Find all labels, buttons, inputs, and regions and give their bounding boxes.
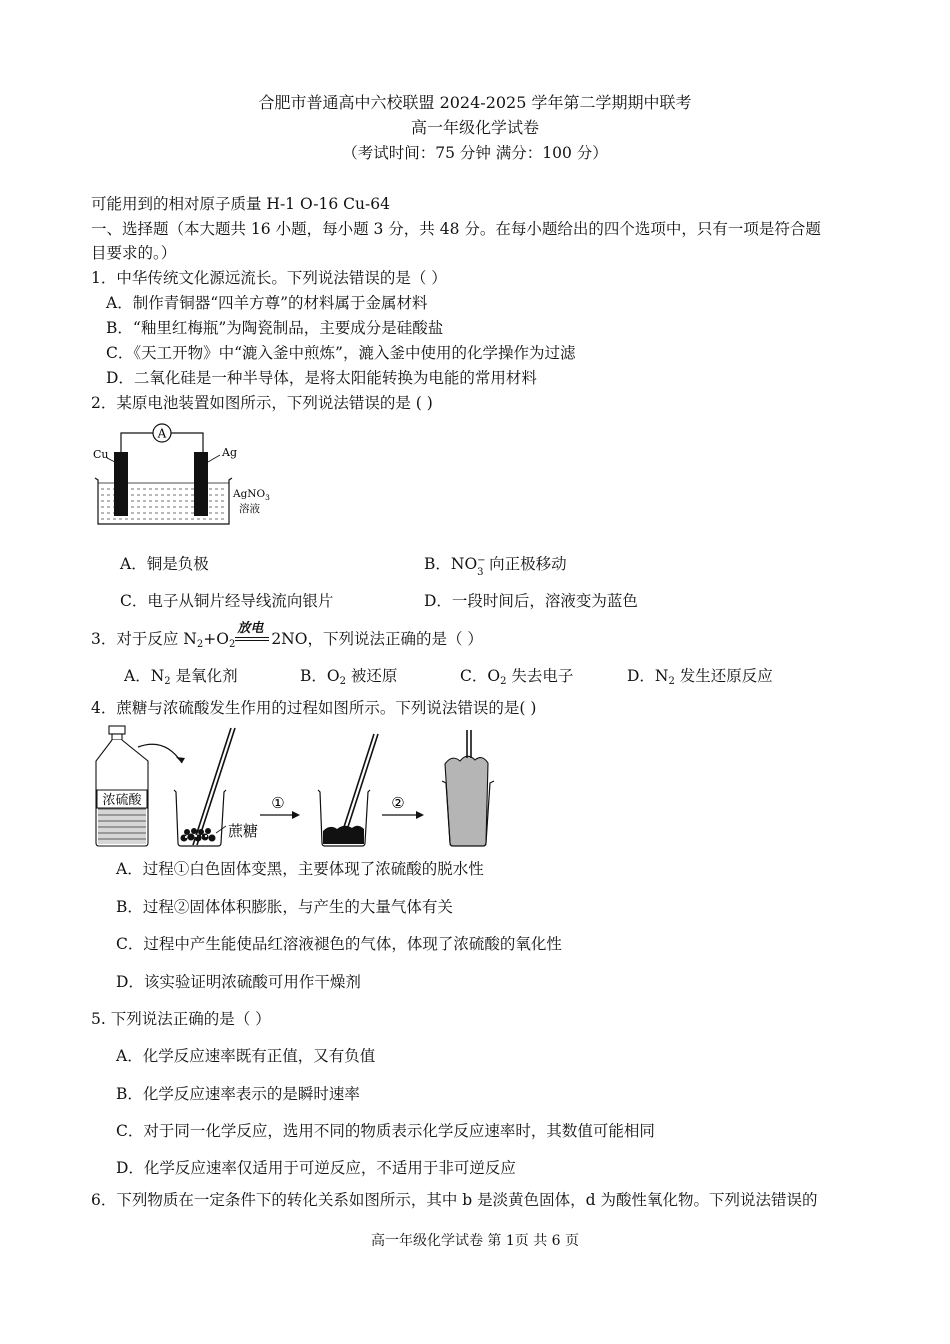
q5-option-d: D．化学反应速率仅适用于可逆反应，不适用于非可逆反应 bbox=[116, 1159, 516, 1177]
q1-option-d: D．二氧化硅是一种半导体，是将太阳能转换为电能的常用材料 bbox=[106, 369, 537, 387]
q3-option-d: D．$N_2$ 发生还原反应 bbox=[627, 667, 773, 687]
q2-option-a: A．铜是负极 bbox=[120, 555, 209, 573]
cu-label: Cu bbox=[93, 448, 109, 461]
section-instructions: 一、选择题（本大题共 16 小题，每小题 3 分，共 48 分。在每小题给出的四个选项中，只有一项是符合题 bbox=[91, 220, 821, 238]
step2-label: ② bbox=[391, 794, 405, 812]
q2-option-b: B．NO − 3 向正极移动 bbox=[424, 555, 567, 578]
copper-electrode bbox=[114, 452, 128, 516]
q3-option-a: A．$N_2$ 是氧化剂 bbox=[124, 667, 238, 687]
q3-option-b: B．$O_2$ 被还原 bbox=[300, 667, 398, 687]
exam-time-score: （考试时间：75 分钟 满分：100 分） bbox=[342, 144, 608, 162]
q5-option-c: C．对于同一化学反应，选用不同的物质表示化学反应速率时，其数值可能相同 bbox=[116, 1122, 655, 1140]
q2-option-c: C．电子从铜片经导线流向银片 bbox=[120, 592, 334, 610]
q2-stem: 2．某原电池装置如图所示，下列说法错误的是 ( ) bbox=[91, 394, 433, 412]
sugar-acid-figure bbox=[90, 725, 510, 850]
q5-stem: 5. 下列说法正确的是（ ） bbox=[91, 1010, 271, 1028]
q4-stem: 4．蔗糖与浓硫酸发生作用的过程如图所示。下列说法错误的是( ) bbox=[91, 699, 537, 717]
q4-option-b: B．过程②固体体积膨胀，与产生的大量气体有关 bbox=[116, 898, 453, 916]
q1-option-a: A．制作青铜器“四羊方尊”的材料属于金属材料 bbox=[106, 294, 428, 312]
ammeter-label: A bbox=[157, 426, 167, 441]
silver-electrode bbox=[194, 452, 208, 516]
q5-option-a: A．化学反应速率既有正值，又有负值 bbox=[116, 1047, 376, 1065]
expanded-carbon bbox=[445, 756, 488, 846]
reaction-arrow: 放电 bbox=[235, 633, 271, 647]
ag-label: Ag bbox=[222, 446, 237, 459]
solution-label: 溶液 bbox=[239, 503, 260, 515]
galvanic-cell-figure bbox=[90, 420, 290, 535]
exam-title: 合肥市普通高中六校联盟 2024-2025 学年第二学期期中联考 bbox=[258, 93, 692, 112]
charred-mass bbox=[323, 826, 364, 844]
q5-option-b: B．化学反应速率表示的是瞬时速率 bbox=[116, 1085, 360, 1103]
bottle-label: 浓硫酸 bbox=[102, 793, 142, 808]
q1-option-b: B．“釉里红梅瓶”为陶瓷制品，主要成分是硅酸盐 bbox=[106, 319, 444, 337]
q6-stem: 6．下列物质在一定条件下的转化关系如图所示，其中 b 是淡黄色固体，d 为酸性氧化物。下列说法错误的 bbox=[91, 1191, 818, 1209]
atomic-masses: 可能用到的相对原子质量 H-1 O-16 Cu-64 bbox=[91, 195, 390, 213]
acid-bottle-icon bbox=[96, 726, 148, 846]
step1-label: ① bbox=[271, 794, 285, 812]
q1-option-c: C．《天工开物》中“漉入釜中煎炼”，漉入釜中使用的化学操作为过滤 bbox=[106, 344, 576, 362]
q1-stem: 1．中华传统文化源远流长。下列说法错误的是（ ） bbox=[91, 269, 447, 287]
q4-option-c: C．过程中产生能使品红溶液褪色的气体，体现了浓硫酸的氧化性 bbox=[116, 935, 562, 953]
q2-option-d: D．一段时间后，溶液变为蓝色 bbox=[424, 592, 638, 610]
q3-option-c: C．$O_2$ 失去电子 bbox=[460, 667, 574, 687]
page-footer: 高一年级化学试卷 第 1页 共 6 页 bbox=[370, 1233, 580, 1249]
sugar-label: 蔗糖 bbox=[228, 822, 259, 840]
q3-stem: 3．对于反应 $N_2+O_2$ 放电 2NO，下列说法正确的是（ ） bbox=[91, 621, 483, 650]
section-instructions-cont: 目要求的。） bbox=[91, 244, 177, 262]
q4-option-d: D．该实验证明浓硫酸可用作干燥剂 bbox=[116, 973, 361, 991]
agno3-label: AgNO$_3$ bbox=[233, 488, 270, 502]
exam-subtitle: 高一年级化学试卷 bbox=[410, 118, 539, 137]
q4-option-a: A．过程①白色固体变黑，主要体现了浓硫酸的脱水性 bbox=[116, 860, 484, 878]
